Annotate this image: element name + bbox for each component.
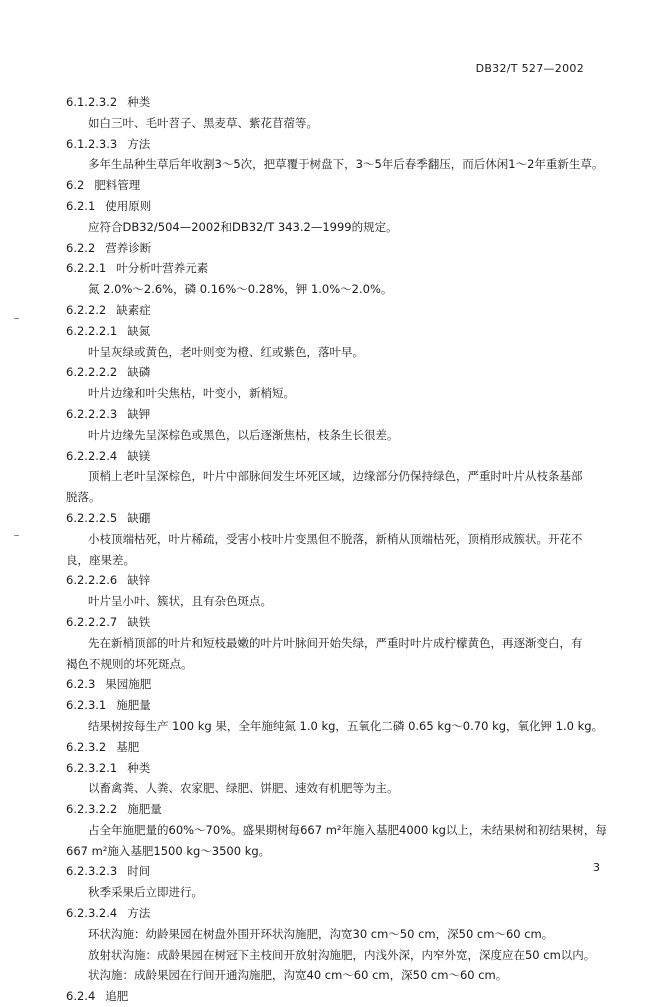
section-title: 缺锌 (127, 573, 151, 588)
section-title: 方法 (127, 136, 151, 151)
page-number: 3 (593, 861, 600, 874)
body-paragraph: 放射状沟施：成龄果园在树冠下主枝间开放射沟施肥，内浅外深，内窄外宽，深度应在50 cm以内。 (88, 947, 596, 962)
body-paragraph: 叶片边缘和叶尖焦枯，叶变小，新梢短。 (88, 386, 295, 401)
body-paragraph: 如白三叶、毛叶苕子、黑麦草、紫花苜蓿等。 (88, 115, 318, 130)
section-number: 6.2.3.2.4 (66, 906, 118, 921)
section-number: 6.2.2.2.4 (66, 448, 118, 463)
section-heading (66, 134, 611, 155)
section-title: 施肥量 (127, 802, 162, 817)
body-paragraph: 顶梢上老叶呈深棕色，叶片中部脉间发生坏死区域，边缘部分仍保持绿色，严重时叶片从枝条基部 (88, 469, 583, 484)
section-heading (66, 300, 611, 321)
paragraph-continuation: 脱落。 (66, 490, 101, 505)
section-heading (66, 612, 611, 633)
section-title: 施肥量 (116, 698, 151, 713)
section-title: 缺素症 (116, 302, 151, 317)
section-heading (66, 508, 611, 529)
section-number: 6.2 (66, 178, 85, 193)
section-number: 6.2.3.2 (66, 739, 107, 754)
document-body (66, 92, 611, 1007)
section-heading (66, 321, 611, 342)
section-title: 时间 (127, 864, 151, 879)
section-number: 6.2.2.2.5 (66, 510, 118, 525)
section-number: 6.2.2.2.2 (66, 365, 118, 380)
section-number: 6.2.2.2.1 (66, 323, 118, 338)
section-number: 6.2.2.2 (66, 302, 107, 317)
body-paragraph: 结果树按每生产 100 kg 果，全年施纯氮 1.0 kg，五氧化二磷 0.65 kg～0.70 kg，氧化钾 1.0 kg。 (88, 718, 604, 733)
body-paragraph: 状沟施：成龄果园在行间开通沟施肥，沟宽40 cm～60 cm，深50 cm～60 cm。 (88, 968, 508, 983)
paragraph-continuation: 667 m²施入基肥1500 kg～3500 kg。 (66, 843, 271, 858)
section-heading (66, 446, 611, 467)
section-heading (66, 758, 611, 779)
section-number: 6.2.3.1 (66, 698, 107, 713)
paragraph-continuation: 褐色不规则的坏死斑点。 (66, 656, 193, 671)
body-paragraph: 秋季采果后立即进行。 (88, 885, 203, 900)
paragraph-continuation: 良，座果差。 (66, 552, 135, 567)
section-number: 6.2.2.2.3 (66, 406, 118, 421)
section-number: 6.2.3.2.1 (66, 760, 118, 775)
margin-mark (14, 535, 19, 536)
section-title: 肥料管理 (94, 178, 141, 193)
section-heading (66, 404, 611, 425)
section-number: 6.1.2.3.2 (66, 95, 118, 109)
body-paragraph: 叶呈灰绿或黄色，老叶则变为橙、红或紫色，落叶早。 (88, 344, 364, 359)
section-number: 6.2.2.2.7 (66, 614, 118, 629)
section-title: 缺硼 (127, 510, 151, 525)
section-title: 缺磷 (127, 365, 151, 380)
section-title: 方法 (127, 906, 151, 921)
section-number: 6.2.4 (66, 989, 96, 1004)
section-heading (66, 238, 611, 259)
body-paragraph: 应符合DB32/504—2002和DB32/T 343.2—1999的规定。 (88, 219, 398, 234)
section-number: 6.2.2 (66, 240, 96, 255)
body-paragraph: 以畜禽粪、人粪、农家肥、绿肥、饼肥、速效有机肥等为主。 (88, 781, 399, 796)
body-paragraph: 氮 2.0%～2.6%，磷 0.16%～0.28%，钾 1.0%～2.0%。 (88, 282, 393, 297)
margin-mark (14, 318, 19, 319)
section-heading (66, 92, 611, 113)
section-heading (66, 362, 611, 383)
section-number: 6.2.3.2.3 (66, 864, 118, 879)
section-title: 使用原则 (105, 198, 152, 213)
body-paragraph: 占全年施肥量的60%～70%。盛果期树每667 m²年施入基肥4000 kg以上，未结果树和初结果树，每 (88, 822, 607, 837)
section-title: 叶分析叶营养元素 (116, 261, 209, 276)
section-title: 缺镁 (127, 448, 151, 463)
section-heading (66, 861, 611, 882)
section-number: 6.2.2.2.6 (66, 573, 118, 588)
section-heading (66, 175, 611, 196)
section-heading (66, 570, 611, 591)
body-paragraph: 小枝顶端枯死，叶片稀疏，受害小枝叶片变黑但不脱落，新梢从顶端枯死，顶梢形成簇状。开花不 (88, 531, 583, 546)
section-title: 营养诊断 (105, 240, 152, 255)
section-title: 果园施肥 (105, 677, 152, 692)
section-heading (66, 903, 611, 924)
section-number: 6.2.3 (66, 677, 96, 692)
section-title: 缺氮 (127, 323, 151, 338)
section-title: 缺铁 (127, 614, 151, 629)
section-heading (66, 986, 611, 1007)
section-heading (66, 737, 611, 758)
section-title: 缺钾 (127, 406, 151, 421)
section-number: 6.2.2.1 (66, 261, 107, 276)
body-paragraph: 叶片边缘先呈深棕色或黑色，以后逐渐焦枯，枝条生长很差。 (88, 427, 399, 442)
section-title: 种类 (127, 760, 151, 775)
section-number: 6.2.1 (66, 198, 96, 213)
section-heading (66, 799, 611, 820)
section-title: 基肥 (116, 739, 140, 754)
section-heading (66, 674, 611, 695)
section-title: 追肥 (105, 989, 129, 1004)
section-number: 6.2.3.2.2 (66, 802, 118, 817)
section-title: 种类 (127, 95, 151, 109)
section-heading (66, 695, 611, 716)
section-number: 6.1.2.3.3 (66, 136, 118, 151)
body-paragraph: 叶片呈小叶、簇状，且有杂色斑点。 (88, 594, 272, 609)
body-paragraph: 先在新梢顶部的叶片和短枝最嫩的叶片叶脉间开始失绿，严重时叶片成柠檬黄色，再逐渐变白，有 (88, 635, 583, 650)
body-paragraph: 多年生品种生草后年收割3～5次，把草覆于树盘下，3～5年后春季翻压，而后休闲1～2年重新生草。 (88, 157, 604, 172)
section-heading (66, 258, 611, 279)
body-paragraph: 环状沟施：幼龄果园在树盘外围开环状沟施肥，沟宽30 cm～50 cm，深50 cm～60 cm。 (88, 926, 554, 941)
section-heading (66, 196, 611, 217)
standard-code: DB32/T 527—2002 (475, 62, 584, 75)
